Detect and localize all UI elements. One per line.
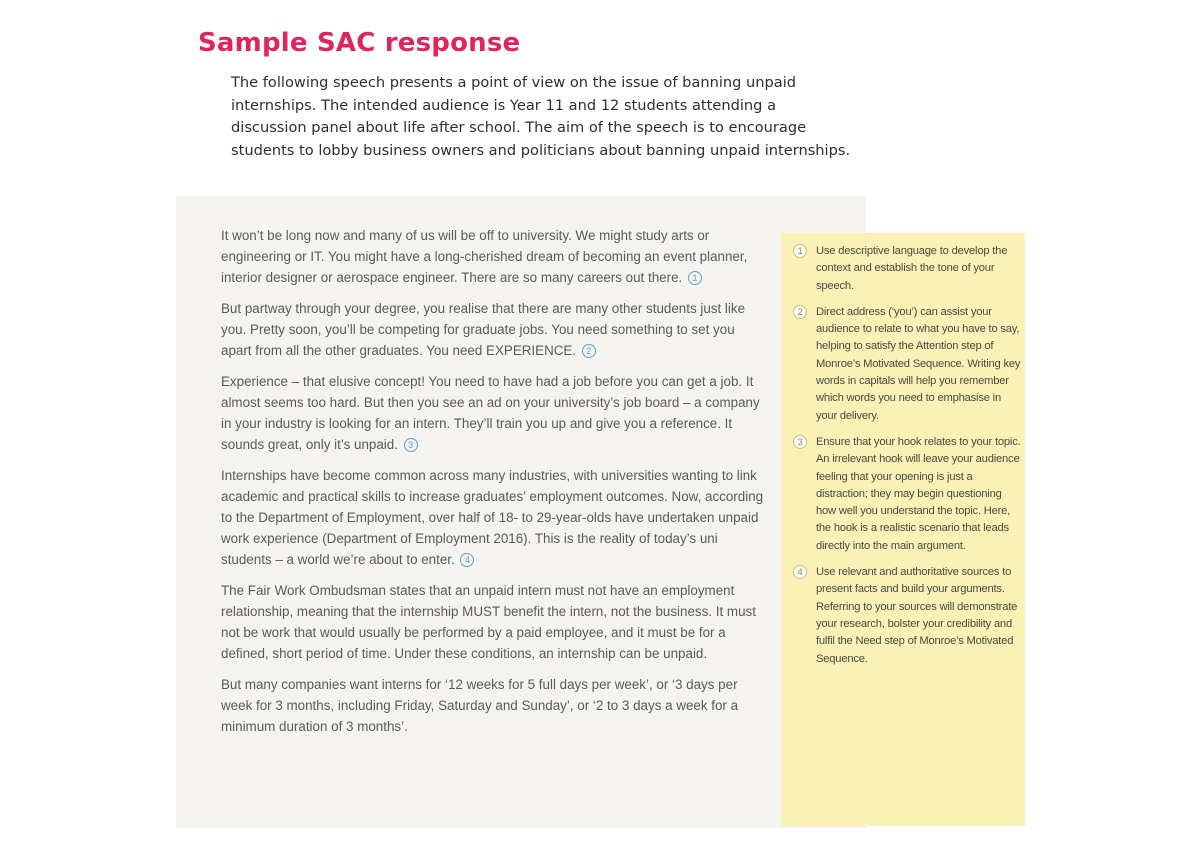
speech-paragraph-text: Internships have become common across many industries, with universities wanting to link academic and practical skills to increase graduates’ employment outcomes. Now, according to the Department of Employment, over half of 18- to 29-year-olds have undertaken unpaid work experience (Department of Employment 2016). This is the reality of today’s uni students – a world we’re about to enter. bbox=[221, 468, 764, 567]
speech-text bbox=[221, 225, 766, 747]
intro-paragraph: The following speech presents a point of view on the issue of banning unpaid internships. The intended audience is Year 11 and 12 students attending a discussion panel about life after school. The aim of the speech is to encourage students to lobby business owners and politicians about banning unpaid internships. bbox=[231, 74, 851, 159]
speech-paragraph-text: Experience – that elusive concept! You need to have had a job before you can get a job. It almost seems too hard. But then you see an ad on your university’s job board – a company in your industry is looking for an intern. They’ll train you up and give you a reference. It sounds great, only it’s unpaid. bbox=[221, 374, 760, 452]
annotation-text: Ensure that your hook relates to your topic. An irrelevant hook will leave your audience feeling that your opening is just a distraction; they may begin questioning how well you understand the topic. Here, the hook is a realistic scenario that leads directly into the main argument. bbox=[816, 435, 1021, 552]
speech-paragraph bbox=[221, 298, 766, 361]
speech-paragraph bbox=[221, 465, 766, 570]
annotation-marker-4: 4 bbox=[460, 553, 474, 567]
annotation-note-4 bbox=[793, 564, 1021, 668]
speech-paragraph bbox=[221, 371, 766, 455]
annotation-marker-1: 1 bbox=[688, 271, 702, 285]
annotation-text: Use relevant and authoritative sources to present facts and build your arguments. Referring to your sources will demonstrate your research, bolster your credibility and fulfil the Need step of Monroe’s Motivated Sequence. bbox=[816, 566, 1018, 665]
annotation-number: 1 bbox=[793, 244, 807, 258]
annotation-text: Use descriptive language to develop the context and establish the tone of your speech. bbox=[816, 245, 1008, 292]
annotation-note-1 bbox=[793, 243, 1021, 295]
annotation-number: 3 bbox=[793, 435, 807, 449]
speech-paragraph-text: But many companies want interns for ‘12 weeks for 5 full days per week’, or ‘3 days per week for 3 months, including Friday, Saturday and Sunday’, or ‘2 to 3 days a week for a minimum duration of 3 months’. bbox=[221, 677, 739, 734]
speech-paragraph bbox=[221, 580, 766, 664]
annotation-text: Direct address (‘you’) can assist your audience to relate to what you have to say, helping to satisfy the Attention step of Monroe’s Motivated Sequence. Writing key words in capitals will help you remember which words you need to emphasise in your delivery. bbox=[816, 305, 1021, 422]
speech-paragraph bbox=[221, 225, 766, 288]
annotation-number: 2 bbox=[793, 305, 807, 319]
speech-paragraph-text: It won’t be long now and many of us will be off to university. We might study arts or engineering or IT. You might have a long-cherished dream of becoming an event planner, interior designer or aerospace engineer. There are so many careers out there. bbox=[221, 228, 748, 285]
speech-paragraph-text: The Fair Work Ombudsman states that an unpaid intern must not have an employment relationship, meaning that the internship MUST benefit the intern, not the business. It must not be work that would usually be performed by a paid employee, and it must be for a defined, short period of time. Under these conditions, an internship can be unpaid. bbox=[221, 583, 756, 661]
annotation-marker-2: 2 bbox=[582, 344, 596, 358]
annotation-marker-3: 3 bbox=[404, 438, 418, 452]
annotation-note-3 bbox=[793, 434, 1021, 555]
speech-paragraph bbox=[221, 674, 766, 737]
speech-paragraph-text: But partway through your degree, you realise that there are many other students just like you. Pretty soon, you’ll be competing for graduate jobs. You need something to set you apart from all the other graduates. You need EXPERIENCE. bbox=[221, 301, 746, 358]
page-title: Sample SAC response bbox=[198, 28, 521, 58]
annotation-number: 4 bbox=[793, 565, 807, 579]
annotation-list bbox=[793, 243, 1021, 677]
annotation-note-2 bbox=[793, 304, 1021, 425]
